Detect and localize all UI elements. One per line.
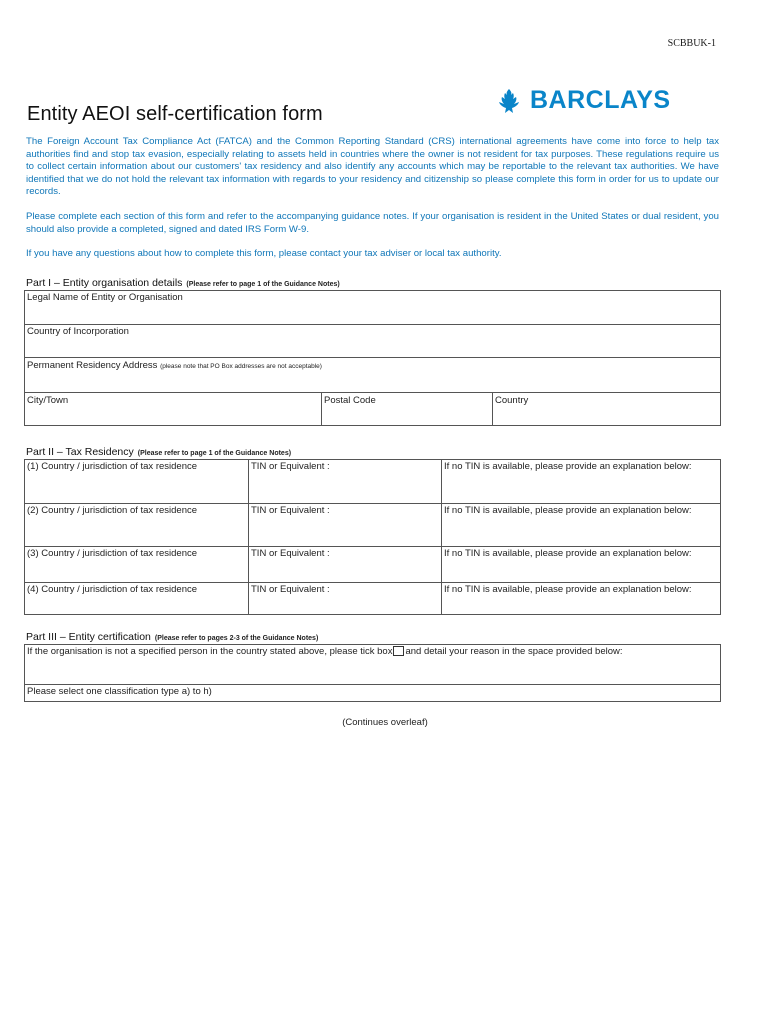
address-field[interactable] — [27, 360, 322, 371]
part3-note: (Please refer to pages 2-3 of the Guidance Notes) — [154, 635, 319, 642]
intro-paragraph-1: The Foreign Account Tax Compliance Act (FATCA) and the Common Reporting Standard (CRS) international agreements have come into force to help tax authorities find and stop tax evasion, especially relating to assets held in countries where the owner is not resident for tax purposes. These regulations require us to collect certain information about our customers' tax residency and also identify any accounts which may be reportable to the relevant tax authorities. We have identified that we do not hold the relevant tax information with regards to your residency and citizenship so please complete this form in order for us to update our records. — [26, 136, 719, 198]
part2-note: (Please refer to page 1 of the Guidance Notes) — [137, 450, 292, 457]
classification-field[interactable]: Please select one classification type a) to h) — [27, 686, 212, 697]
divider — [248, 459, 249, 615]
tax-residence-country-3[interactable]: (3) Country / jurisdiction of tax residence — [27, 548, 198, 559]
tin-field-4[interactable]: TIN or Equivalent : — [251, 584, 330, 595]
barclays-logo — [494, 86, 671, 115]
tin-field-2[interactable]: TIN or Equivalent : — [251, 505, 330, 516]
divider — [441, 459, 442, 615]
divider — [24, 503, 721, 504]
tax-residence-country-2[interactable]: (2) Country / jurisdiction of tax residence — [27, 505, 198, 516]
part3-heading — [26, 631, 318, 643]
part1-title: Part I – Entity organisation details — [26, 277, 183, 289]
postal-code-field[interactable]: Postal Code — [324, 395, 376, 406]
divider — [24, 684, 721, 685]
divider — [24, 546, 721, 547]
part2-heading — [26, 446, 291, 458]
divider — [24, 357, 721, 358]
part3-title: Part III – Entity certification — [26, 631, 151, 643]
divider — [24, 324, 721, 325]
no-tin-explanation-4[interactable]: If no TIN is available, please provide an explanation below: — [444, 584, 692, 595]
continues-overleaf: (Continues overleaf) — [342, 717, 428, 728]
page-title: Entity AEOI self-certification form — [27, 103, 323, 125]
country-field[interactable]: Country — [495, 395, 529, 406]
divider — [24, 392, 721, 393]
city-field[interactable]: City/Town — [27, 395, 69, 406]
no-tin-explanation-1[interactable]: If no TIN is available, please provide an explanation below: — [444, 461, 692, 472]
tick-text-after: and detail your reason in the space provided below: — [405, 646, 623, 657]
not-specified-person-checkbox[interactable] — [393, 646, 404, 656]
divider — [321, 392, 322, 426]
address-label: Permanent Residency Address — [27, 360, 158, 371]
tin-field-3[interactable]: TIN or Equivalent : — [251, 548, 330, 559]
tax-residence-country-4[interactable]: (4) Country / jurisdiction of tax residence — [27, 584, 198, 595]
tin-field-1[interactable]: TIN or Equivalent : — [251, 461, 330, 472]
not-specified-person-row — [27, 646, 623, 657]
address-note: (please note that PO Box addresses are not acceptable) — [160, 363, 322, 370]
no-tin-explanation-2[interactable]: If no TIN is available, please provide an explanation below: — [444, 505, 692, 516]
eagle-icon — [494, 87, 524, 115]
legal-name-field[interactable]: Legal Name of Entity or Organisation — [27, 292, 183, 303]
tax-residence-country-1[interactable]: (1) Country / jurisdiction of tax residence — [27, 461, 198, 472]
tick-text-before: If the organisation is not a specified person in the country stated above, please tick box — [27, 646, 393, 657]
part1-heading — [26, 277, 340, 289]
country-incorporation-field[interactable]: Country of Incorporation — [27, 326, 129, 337]
divider — [492, 392, 493, 426]
intro-paragraph-2: Please complete each section of this form and refer to the accompanying guidance notes. If your organisation is resident in the United States or dual resident, you should also provide a completed, signed and dated IRS Form W-9. — [26, 211, 719, 235]
part1-note: (Please refer to page 1 of the Guidance Notes) — [186, 281, 340, 288]
no-tin-explanation-3[interactable]: If no TIN is available, please provide an explanation below: — [444, 548, 692, 559]
form-code: SCBBUK-1 — [667, 38, 716, 49]
divider — [24, 582, 721, 583]
intro-paragraph-3: If you have any questions about how to complete this form, please contact your tax adviser or local tax authority. — [26, 248, 502, 259]
part2-title: Part II – Tax Residency — [26, 446, 134, 458]
brand-name: BARCLAYS — [530, 86, 671, 114]
